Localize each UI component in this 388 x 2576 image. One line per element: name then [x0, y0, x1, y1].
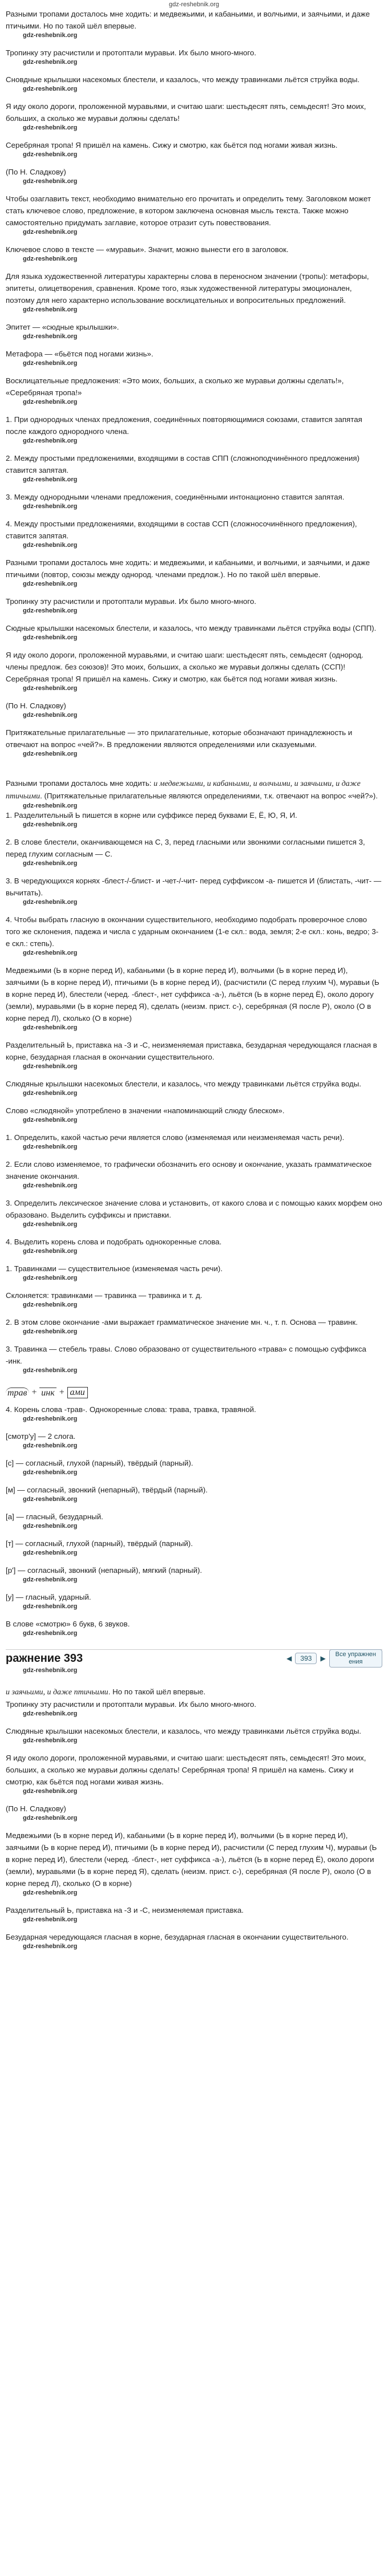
text-paragraph: 4. Чтобы выбрать гласную в окончании существительного, необходимо подобрать проверочное слово того же склонения, падежа и числа с ударным окончанием (1-е скл.: вода, земля; 2-е скл.: конь, ведро; 3-е скл.: степь).	[6, 915, 379, 948]
watermark: gdz-reshebnik.org	[23, 1549, 78, 1556]
text-paragraph: Сюдные крылышки насекомых блестели, и казалось, что между травинками льётся струйка воды (СПП).	[6, 624, 377, 632]
watermark: gdz-reshebnik.org	[23, 542, 78, 549]
chevron-left-icon[interactable]: ◀	[286, 1654, 292, 1662]
watermark: gdz-reshebnik.org	[23, 333, 78, 340]
watermark: gdz-reshebnik.org	[23, 229, 78, 236]
watermark: gdz-reshebnik.org	[23, 1469, 78, 1476]
text-paragraph: (По Н. Сладкову)	[6, 701, 66, 710]
text-paragraph: Я иду около дороги, проложенной муравьями, и считаю шаги: шестьдесят пять, семьдесят (однород. члены предлож. без союзов)! Это моих, больших, а сколько же муравьи должны сделать (ССП)! Серебряная тропа! Я пришёл на камень. Сижу и смотрю, как бьётся под ногами живая жизнь.	[6, 651, 363, 683]
watermark: gdz-reshebnik.org	[23, 1367, 78, 1374]
text-paragraph: Я иду около дороги, проложенной муравьями, и считаю шаги: шестьдесят пять, семьдесят! Это моих, больших, а сколько же муравьи должны сделать!	[6, 102, 366, 123]
watermark: gdz-reshebnik.org	[23, 1630, 78, 1637]
watermark: gdz-reshebnik.org	[23, 821, 78, 828]
watermark: gdz-reshebnik.org	[23, 1603, 78, 1610]
text-paragraph: Медвежьими (Ь в корне перед И), кабаньими (Ь в корне перед И), волчьими (Ь в корне перед И), заячьими (Ь в корне перед И), птичьими (Ь в корне перед И), расчистили (С перед глухим Ч), муравьи (Ь в корне перед И), блестели (черед. -блест-, нет суффикса -а-), льётся (Ь в корне перед Ё), около дороги (земли), муравьями (Ь в корне перед Я), сделать (неизм. прист. с-), серебряная (Я после Р), около (О в корне перед Л), сколько (О в корне)	[6, 1831, 377, 1888]
part3	[6, 1078, 382, 1382]
hw-paragraph-2	[6, 1674, 382, 1698]
watermark: gdz-reshebnik.org	[23, 1737, 78, 1744]
text-paragraph: [с] — согласный, глухой (парный), твёрдый (парный).	[6, 1459, 193, 1467]
watermark: gdz-reshebnik.org	[23, 1943, 78, 1950]
watermark: gdz-reshebnik.org	[23, 1221, 78, 1228]
part1	[6, 8, 382, 765]
watermark: gdz-reshebnik.org	[23, 1024, 78, 1031]
watermark: gdz-reshebnik.org	[23, 1415, 78, 1422]
all-exercises-button[interactable]	[329, 1649, 382, 1668]
watermark: gdz-reshebnik.org	[23, 634, 78, 641]
hw-text-2: и заячьими, и даже птичьими	[6, 1688, 108, 1697]
text-paragraph: 1. Определить, какой частью речи является слово (изменяемая или неизменяемая часть речи).	[6, 1133, 345, 1142]
text-paragraph: 1. При однородных членах предложения, соединённых повторяющимися союзами, ставится запятая после каждого однородного члена.	[6, 415, 362, 436]
text-paragraph: [у] — гласный, ударный.	[6, 1593, 91, 1601]
watermark: gdz-reshebnik.org	[23, 581, 78, 587]
watermark: gdz-reshebnik.org	[23, 1143, 78, 1150]
watermark: gdz-reshebnik.org	[23, 1248, 78, 1255]
part5	[6, 1698, 382, 1958]
watermark: gdz-reshebnik.org	[23, 503, 78, 510]
text-paragraph: [р'] — согласный, звонкий (непарный), мягкий (парный).	[6, 1566, 203, 1575]
watermark: gdz-reshebnik.org	[23, 1275, 78, 1281]
watermark: gdz-reshebnik.org	[23, 59, 78, 66]
watermark: gdz-reshebnik.org	[23, 1576, 78, 1583]
watermark: gdz-reshebnik.org	[23, 712, 78, 719]
text-paragraph: [т] — согласный, глухой (парный), твёрдый (парный).	[6, 1539, 193, 1548]
section-header	[6, 1649, 382, 1667]
watermark: gdz-reshebnik.org	[23, 255, 78, 262]
watermark: gdz-reshebnik.org	[23, 151, 78, 158]
watermark: gdz-reshebnik.org	[23, 437, 78, 444]
hw-tail-2: . Но по такой шёл впервые.	[108, 1687, 206, 1696]
all-label-1: Все упражнен	[335, 1651, 376, 1658]
watermark: gdz-reshebnik.org	[23, 86, 78, 92]
text-paragraph: 2. В этом слове окончание -ами выражает грамматическое значение мн. ч., т. п. Основа — травинк.	[6, 1318, 358, 1326]
text-paragraph: Метафора — «бьётся под ногами жизнь».	[6, 350, 153, 358]
text-paragraph: Тропинку эту расчистили и протоптали муравьи. Их было много-много.	[6, 597, 257, 606]
hw-lead: Разными тропами досталось мне ходить:	[6, 779, 154, 788]
text-paragraph: 2. Если слово изменяемое, то графически обозначить его основу и окончание, указать грамматическое значение окончания.	[6, 1160, 372, 1181]
text-paragraph: 3. В чередующихся корнях -блест-/-блист- и -чет-/-чит- перед суффиксом -а- пишется И (блистать, -чит- — вычитать).	[6, 877, 382, 897]
watermark: gdz-reshebnik.org	[23, 1667, 78, 1674]
part4	[6, 1403, 382, 1645]
text-paragraph: Для языка художественной литературы характерны слова в переносном значении (тропы): метафоры, эпитеты, олицетворения, сравнения. Кроме того, язык художественной литературы эмоционален, поэтому для него характерно использование восклицательных и вопросительных предложений.	[6, 272, 369, 305]
text-paragraph: Я иду около дороги, проложенной муравьями, и считаю шаги: шестьдесят пять, семьдесят! Это моих, больших, а сколько же муравьи должны сделать! Серебряная тропа! Я пришёл на камень. Сижу и смотрю, как бьётся под ногами живая жизнь.	[6, 1754, 366, 1786]
text-paragraph: 1. Разделительный Ь пишется в корне или суффиксе перед буквами Е, Ё, Ю, Я, И.	[6, 811, 297, 820]
watermark: gdz-reshebnik.org	[23, 1117, 78, 1123]
site-domain: gdz-reshebnik.org	[168, 1, 220, 8]
watermark: gdz-reshebnik.org	[23, 685, 78, 692]
text-paragraph: Разделительный Ь, приставка на -З и -С, неизменяемая приставка, безударная чередующаяся гласная в корне, безударная гласная в окончании существительного.	[6, 1041, 377, 1061]
text-paragraph: (По Н. Сладкову)	[6, 168, 66, 176]
morph-root: трав	[6, 1388, 29, 1398]
text-paragraph: Разными тропами досталось мне ходить: и медвежьими, и кабаньими, и волчьими, и заячьими, и даже птичьими. Но по такой шёл впервые.	[6, 10, 370, 30]
watermark: gdz-reshebnik.org	[23, 124, 78, 131]
watermark: gdz-reshebnik.org	[23, 802, 78, 809]
watermark: gdz-reshebnik.org	[23, 1710, 78, 1717]
watermark: gdz-reshebnik.org	[23, 1090, 78, 1097]
text-paragraph: Тропинку эту расчистили и протоптали муравьи. Их было много-много.	[6, 1700, 257, 1709]
hw-tail: . (Притяжательные прилагательные являются определениями, т.к. отвечают на вопрос «чей?»).	[40, 792, 378, 800]
watermark: gdz-reshebnik.org	[23, 950, 78, 956]
watermark: gdz-reshebnik.org	[23, 399, 78, 405]
text-paragraph: 3. Травинка — стебель травы. Слово образовано от существительного «трава» с помощью суффикса -инк.	[6, 1345, 366, 1365]
text-paragraph: 4. Корень слова -трав-. Однокоренные слова: трава, травка, травяной.	[6, 1405, 256, 1414]
text-paragraph: Разделительный Ь, приставка на -З и -С, неизменяемая приставка.	[6, 1906, 244, 1914]
text-paragraph: Сновдные крылышки насекомых блестели, и казалось, что между травинками льётся струйка воды.	[6, 75, 360, 84]
watermark: gdz-reshebnik.org	[23, 476, 78, 483]
watermark: gdz-reshebnik.org	[23, 1182, 78, 1189]
page-number-button[interactable]: 393	[295, 1653, 317, 1664]
text-paragraph: 4. Между простыми предложениями, входящими в состав ССП (сложносочинённого предложения), ставится запятая.	[6, 520, 357, 540]
text-paragraph: Ключевое слово в тексте — «муравьи». Значит, можно вынести его в заголовок.	[6, 245, 289, 254]
watermark: gdz-reshebnik.org	[23, 1916, 78, 1923]
text-paragraph: Медвежьими (Ь в корне перед И), кабаньими (Ь в корне перед И), волчьими (Ь в корне перед И), заячьими (Ь в корне перед И), птичьими (Ь в корне перед И), (расчистили (С перед глухим Ч), муравьи (Ь в корне перед И), блестели (черед. -блест-, нет суффикса -а-), льётся (Ь в корне перед Ё), около дорогу (земли), муравьями (Ь в корне перед Я), сделать (неизм. прист. с-), серебряная (Я после Р), около (О в корне перед Л), сколько (О в корне)	[6, 966, 379, 1023]
watermark: gdz-reshebnik.org	[23, 1889, 78, 1896]
watermark: gdz-reshebnik.org	[23, 1788, 78, 1795]
watermark: gdz-reshebnik.org	[23, 1442, 78, 1449]
text-paragraph: [смотр'у] — 2 слога.	[6, 1432, 76, 1441]
text-paragraph: 3. Определить лексическое значение слова и установить, от какого слова и с помощью каких морфем оно образовано. Выделить суффиксы и приставки.	[6, 1199, 382, 1219]
text-paragraph: [м] — согласный, звонкий (непарный), твёрдый (парный).	[6, 1486, 208, 1494]
morph-suffix: инк	[39, 1388, 56, 1398]
morphemic-parse: трав + инк + ами	[6, 1385, 382, 1400]
text-paragraph: Безударная чередующаяся гласная в корне, безударная гласная в окончании существительного.	[6, 1933, 349, 1941]
text-paragraph: [а] — гласный, безударный.	[6, 1512, 103, 1521]
watermark: gdz-reshebnik.org	[23, 32, 78, 39]
text-paragraph: Слюдяные крылышки насекомых блестели, и казалось, что между травинками льётся струйка воды.	[6, 1080, 362, 1088]
watermark: gdz-reshebnik.org	[23, 751, 78, 757]
text-paragraph: Слюдяные крылышки насекомых блестели, и казалось, что между травинками льётся струйка воды.	[6, 1727, 362, 1735]
watermark: gdz-reshebnik.org	[23, 1063, 78, 1070]
text-paragraph: Притяжательные прилагательные — это прилагательные, которые обозначают принадлежность и отвечают на вопрос «чей?». В предложении являются определениями или сказуемыми.	[6, 728, 353, 749]
watermark: gdz-reshebnik.org	[23, 860, 78, 867]
watermark: gdz-reshebnik.org	[23, 178, 78, 185]
text-paragraph: Тропинку эту расчистили и протоптали муравьи. Их было много-много.	[6, 48, 257, 57]
pager	[286, 1649, 382, 1668]
text-paragraph: 3. Между однородными членами предложения, соединёнными интонационно ставится запятая.	[6, 493, 345, 501]
text-paragraph: (По Н. Сладкову)	[6, 1804, 66, 1813]
text-paragraph: Слово «слюдяной» употреблено в значении «напоминающий слюду блеском».	[6, 1106, 285, 1115]
text-paragraph: 2. В слове блестели, оканчивающемся на С, 3, перед гласными или звонкими согласными пишется 3, перед глухим согласным — С.	[6, 838, 365, 858]
text-paragraph: Серебряная тропа! Я пришёл на камень. Сижу и смотрю, как бьётся под ногами живая жизнь.	[6, 141, 338, 149]
watermark: gdz-reshebnik.org	[23, 607, 78, 614]
part2	[6, 809, 382, 1078]
watermark: gdz-reshebnik.org	[23, 1301, 78, 1308]
hw-text: и медвежьими, и кабаньими, и волчьими, и заячьими, и даже птичьими	[6, 780, 361, 801]
text-paragraph: 1. Травинками — существительное (изменяемая часть речи).	[6, 1264, 223, 1273]
watermark: gdz-reshebnik.org	[23, 899, 78, 906]
morph-ending: ами	[67, 1387, 88, 1398]
watermark: gdz-reshebnik.org	[23, 306, 78, 313]
section-title: ражнение 393	[6, 1652, 83, 1665]
text-paragraph: 2. Между простыми предложениями, входящими в состав СПП (сложноподчинённого предложения) ставится запятая.	[6, 454, 360, 474]
all-label-2: ения	[349, 1658, 363, 1665]
watermark: gdz-reshebnik.org	[23, 1496, 78, 1503]
text-paragraph: Чтобы озаглавить текст, необходимо внимательно его прочитать и определить тему. Заголовком может стать ключевое слово, предложение, в котором заключена основная мысль текста. Также можно самостоятельно придумать заглавие, которое отразит суть повествования.	[6, 194, 371, 227]
text-paragraph: Восклицательные предложения: «Это моих, больших, а сколько же муравьи должны сделать!», «Серебряная тропа!»	[6, 376, 344, 397]
watermark: gdz-reshebnik.org	[23, 1815, 78, 1822]
text-paragraph: 4. Выделить корень слова и подобрать однокоренные слова.	[6, 1238, 222, 1246]
text-paragraph: Склоняется: травинками — травинка — травинка и т. д.	[6, 1291, 203, 1300]
text-paragraph: Разными тропами досталось мне ходить: и медвежьими, и кабаньими, и волчьими, и заячьими, и даже птичьими (повтор, союзы между однород. членами предлож.). Но по такой шёл впервые.	[6, 558, 370, 579]
text-paragraph: В слове «смотрю» 6 букв, 6 звуков.	[6, 1620, 130, 1628]
chevron-right-icon[interactable]: ▶	[320, 1654, 326, 1662]
watermark: gdz-reshebnik.org	[23, 1328, 78, 1335]
text-paragraph: Эпитет — «сюдные крылышки».	[6, 323, 119, 331]
handwritten-paragraph	[6, 765, 382, 802]
watermark: gdz-reshebnik.org	[23, 360, 78, 367]
watermark: gdz-reshebnik.org	[23, 1523, 78, 1530]
